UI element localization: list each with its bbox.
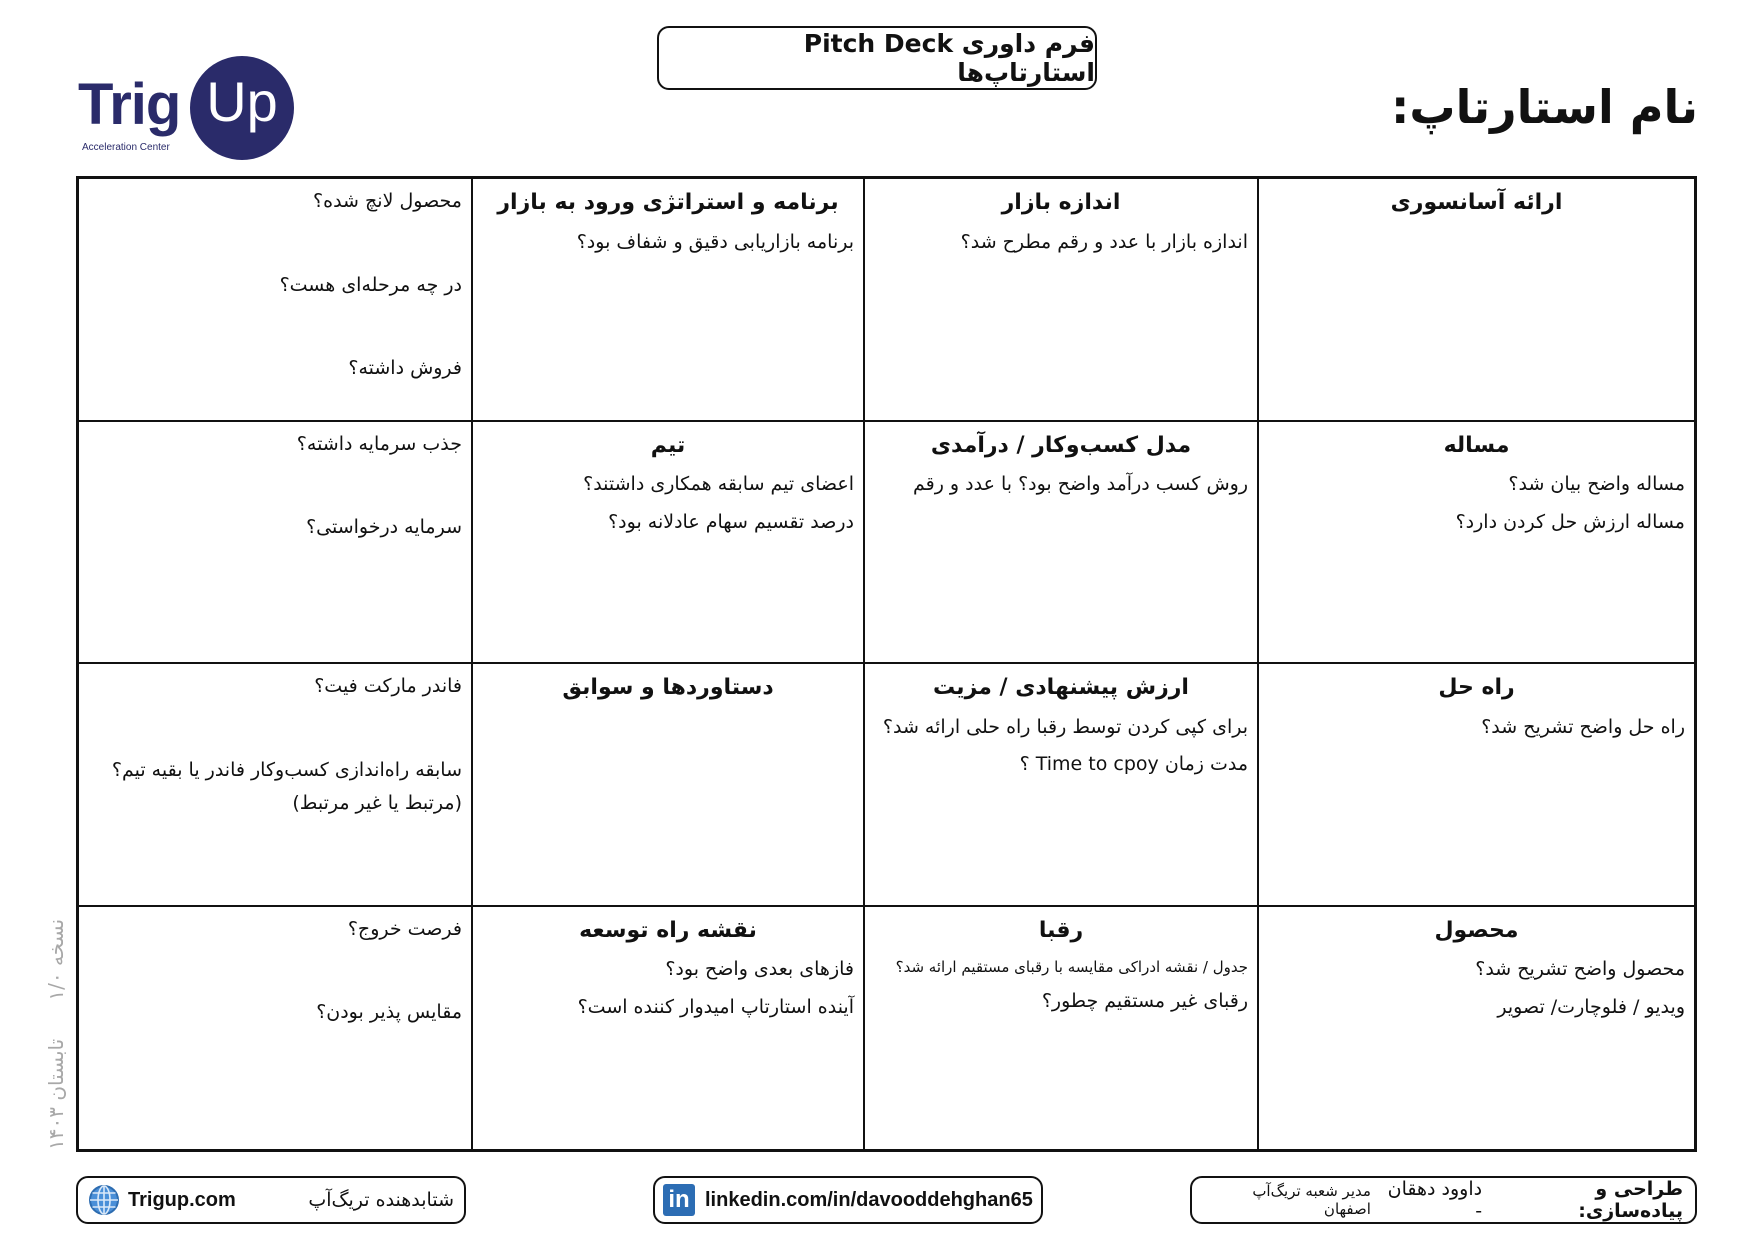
logo-brand-right: Up [206, 70, 278, 133]
startup-name-label: نام استارتاپ: [1391, 80, 1698, 134]
cell-question: اعضای تیم سابقه همکاری داشتند؟ [583, 473, 854, 496]
cell-title: رقبا [1038, 917, 1084, 943]
cell-question: سابقه راه‌اندازی کسب‌وکار فاندر یا بقیه تیم؟ [111, 758, 462, 781]
cell-title: مدل کسب‌وکار / درآمدی [930, 432, 1192, 458]
grid-cell [1259, 907, 1694, 1150]
cell-question: در چه مرحله‌ای هست؟ [279, 273, 462, 296]
cell-question: درصد تقسیم سهام عادلانه بود؟ [608, 510, 854, 533]
grid-cell [473, 907, 865, 1150]
grid-cell [79, 664, 473, 907]
cell-question: فاندر مارکت فیت؟ [314, 675, 462, 697]
linkedin-badge [653, 1176, 1043, 1224]
designer-name: داوود دهقان - [1387, 1178, 1483, 1222]
cell-question: فرصت خروج؟ [347, 917, 462, 940]
grid-cell [473, 179, 865, 422]
cell-question: مساله ارزش حل کردن دارد؟ [1455, 510, 1685, 533]
cell-title: دستاوردها و سوابق [562, 675, 774, 700]
season-text: تابستان ۱۴۰۳ [44, 1038, 68, 1150]
grid-cell [79, 179, 473, 422]
cell-question: برای کپی کردن توسط رقبا راه حلی ارائه شد؟ [882, 715, 1248, 738]
globe-icon [88, 1184, 120, 1216]
grid-cell [473, 664, 865, 907]
cell-question: مدت زمان Time to cpoy ؟ [1019, 753, 1248, 776]
cell-title: تیم [650, 432, 686, 458]
cell-title: نقشه راه توسعه [579, 917, 757, 943]
cell-question: برنامه بازاریابی دقیق و شفاف بود؟ [576, 230, 854, 253]
design-credit-badge [1190, 1176, 1697, 1224]
grid-cell [865, 179, 1259, 422]
evaluation-grid [76, 176, 1697, 1152]
form-title: فرم داوری Pitch Deck استارتاپ‌ها [803, 29, 1095, 87]
cell-question: جدول / نقشه ادراکی مقایسه با رقبای مستقیم ارائه شد؟ [895, 958, 1248, 977]
cell-question: جذب سرمایه داشته؟ [296, 432, 462, 455]
grid-cell [79, 907, 473, 1150]
grid-cell [865, 664, 1259, 907]
grid-cell [865, 422, 1259, 665]
grid-cell [1259, 422, 1694, 665]
cell-question: محصول واضح تشریح شد؟ [1475, 958, 1685, 981]
cell-title: ارزش پیشنهادی / مزیت [933, 675, 1189, 700]
accelerator-badge [76, 1176, 466, 1224]
cell-question: رقبای غیر مستقیم چطور؟ [1041, 990, 1248, 1013]
accelerator-label: شتابدهنده تریگ‌آپ [308, 1189, 454, 1211]
grid-cell [79, 422, 473, 665]
cell-title: راه حل [1438, 675, 1515, 700]
grid-cell [865, 907, 1259, 1150]
version-text: نسخه ۱/۰ [44, 918, 68, 1001]
cell-question: مساله واضح بیان شد؟ [1508, 473, 1685, 496]
cell-title: اندازه بازار [1001, 190, 1121, 215]
cell-question: (مرتبط یا غیر مرتبط) [292, 792, 462, 815]
grid-cell [1259, 179, 1694, 422]
logo-brand-left: Trig [78, 72, 181, 137]
designer-role: مدیر شعبه تریگ‌آپ اصفهان [1252, 1182, 1371, 1218]
logo-tagline: Acceleration Center [82, 142, 170, 153]
design-credit-label: طراحی و پیاده‌سازی: [1578, 1178, 1683, 1222]
website-link[interactable]: Trigup.com [128, 1188, 236, 1211]
cell-question: سرمایه درخواستی؟ [306, 516, 462, 539]
form-title-box [657, 26, 1097, 90]
cell-title: مساله [1443, 432, 1510, 458]
cell-question: آینده استارتاپ امیدوار کننده است؟ [577, 995, 854, 1018]
cell-question: راه حل واضح تشریح شد؟ [1481, 715, 1685, 738]
cell-title: محصول [1434, 917, 1519, 943]
cell-question: محصول لانچ شده؟ [313, 190, 462, 212]
cell-title: ارائه آسانسوری [1390, 190, 1563, 215]
cell-title: برنامه و استراتژی ورود به بازار [497, 190, 839, 215]
cell-question: فازهای بعدی واضح بود؟ [665, 958, 854, 981]
grid-cell [473, 422, 865, 665]
linkedin-link[interactable]: linkedin.com/in/davooddehghan65 [705, 1188, 1033, 1211]
cell-question: اندازه بازار با عدد و رقم مطرح شد؟ [960, 230, 1248, 253]
cell-question: ویدیو / فلوچارت/ تصویر [1497, 995, 1685, 1018]
linkedin-icon: in [663, 1184, 695, 1216]
grid-cell [1259, 664, 1694, 907]
trigup-logo [78, 56, 298, 161]
cell-question: مقایس پذیر بودن؟ [316, 1001, 462, 1024]
version-note [44, 910, 68, 1150]
cell-question: روش کسب درآمد واضح بود؟ با عدد و رقم [912, 473, 1248, 496]
cell-question: فروش داشته؟ [348, 357, 462, 380]
